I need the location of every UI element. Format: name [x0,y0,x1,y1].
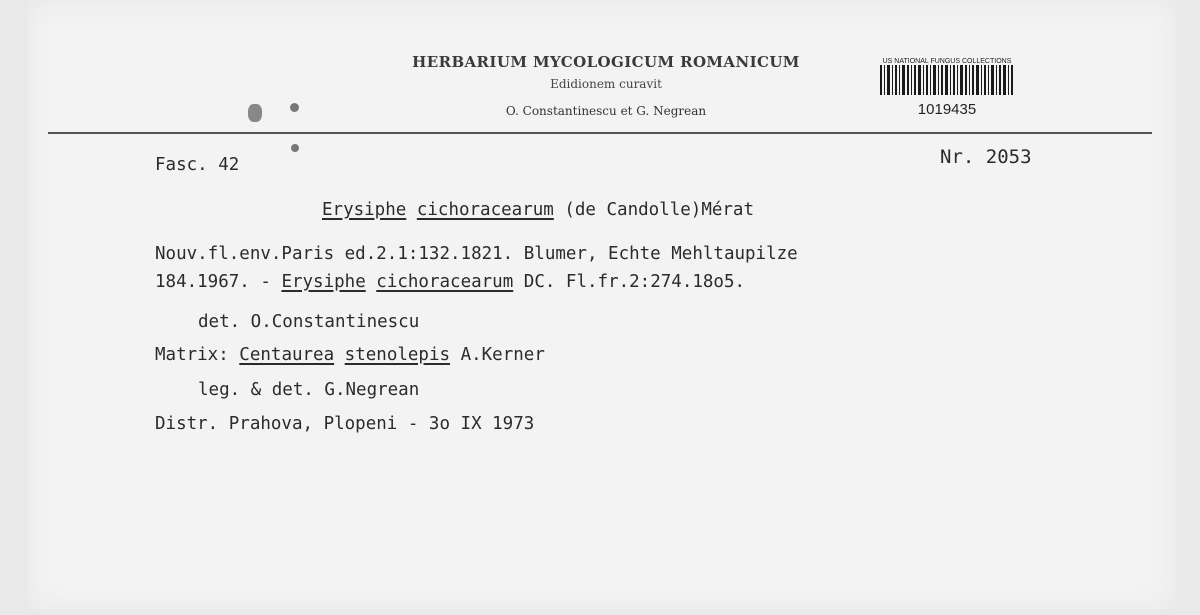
collector-line: leg. & det. G.Negrean [198,380,420,400]
taxon-epithet: cichoracearum [416,200,554,220]
fascicle-number: Fasc. 42 [155,155,240,175]
synonym-epithet: cichoracearum [376,272,514,292]
taxon-name [322,200,754,220]
editors-names: O. Constantinescu et G. Negrean [505,104,707,118]
editor-line: Edidionem curavit [550,77,662,91]
barcode-image [876,65,1018,95]
punch-hole-top [290,103,299,112]
synonym-citation: DC. Fl.fr.2:274.18o5. [513,272,746,292]
reference-citation: 184.1967. - [155,272,282,292]
matrix-label: Matrix: [155,345,240,365]
host-genus: Centaurea [239,345,335,365]
reference-line-1: Nouv.fl.env.Paris ed.2.1:132.1821. Blumer, Echte Mehltaupilze [155,244,798,264]
header-rule [48,132,1152,134]
barcode-caption: US NATIONAL FUNGUS COLLECTIONS [882,58,1012,65]
exsiccata-number: Nr. 2053 [940,146,1032,168]
punch-hole-bottom [291,144,299,152]
catalog-number: 1019435 [917,101,977,118]
taxon-author: (de Candolle)Mérat [564,200,755,220]
reference-line-2 [155,272,745,292]
locality-line: Distr. Prahova, Plopeni - 3o IX 1973 [155,414,535,434]
herbarium-title: HERBARIUM MYCOLOGICUM ROMANICUM [412,53,800,71]
taxon-genus: Erysiphe [322,200,407,220]
host-epithet: stenolepis [344,345,451,365]
host-author: A.Kerner [450,345,545,365]
matrix-line [155,345,545,365]
stamp-mark [248,104,262,122]
synonym-genus: Erysiphe [281,272,366,292]
barcode-block [876,58,1018,124]
label-header [0,0,1200,135]
determiner-line: det. O.Constantinescu [198,312,420,332]
